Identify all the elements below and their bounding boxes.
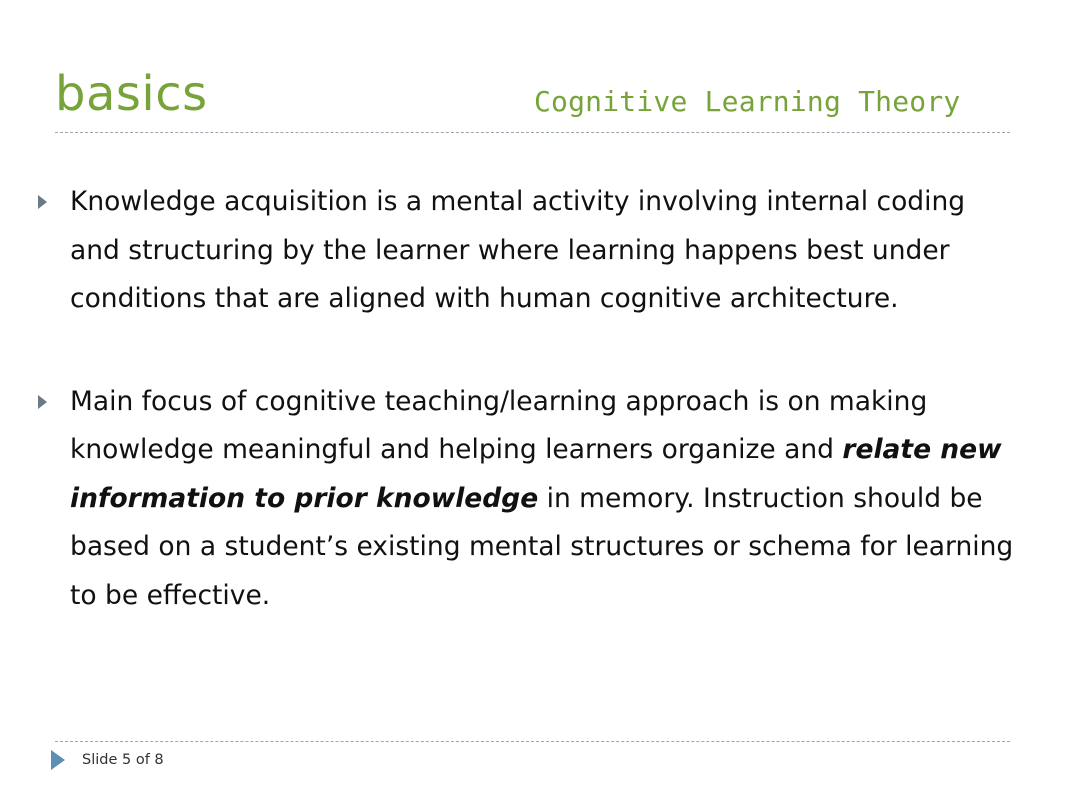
slide-subtitle: Cognitive Learning Theory [534,85,961,118]
footer-divider [55,741,1010,742]
triangle-right-icon [38,395,47,409]
bullet-text-part-2: in memory. Instruction should be based on a student’s existing mental structures or schema for learning to be effective. [70,482,1014,611]
bullet-text: Knowledge acquisition is a mental activity involving internal coding and structuring by the learner where learning happens best under conditions that are aligned with human cognitive architecture. [70,186,966,314]
title-divider [55,132,1010,133]
bullet-emphasis: relate new information to prior knowledge [70,434,1002,514]
bullet-item-1 [38,178,1018,324]
bullet-list [38,178,1018,620]
triangle-right-icon [38,195,47,209]
bullet-text-part-1: Main focus of cognitive teaching/learning approach is on making knowledge meaningful and helping learners organize and [70,385,928,465]
bullet-item-2 [38,378,1018,621]
slide-number: Slide 5 of 8 [82,752,164,768]
footer-arrow-icon [51,750,65,770]
slide-title: basics [55,66,208,122]
